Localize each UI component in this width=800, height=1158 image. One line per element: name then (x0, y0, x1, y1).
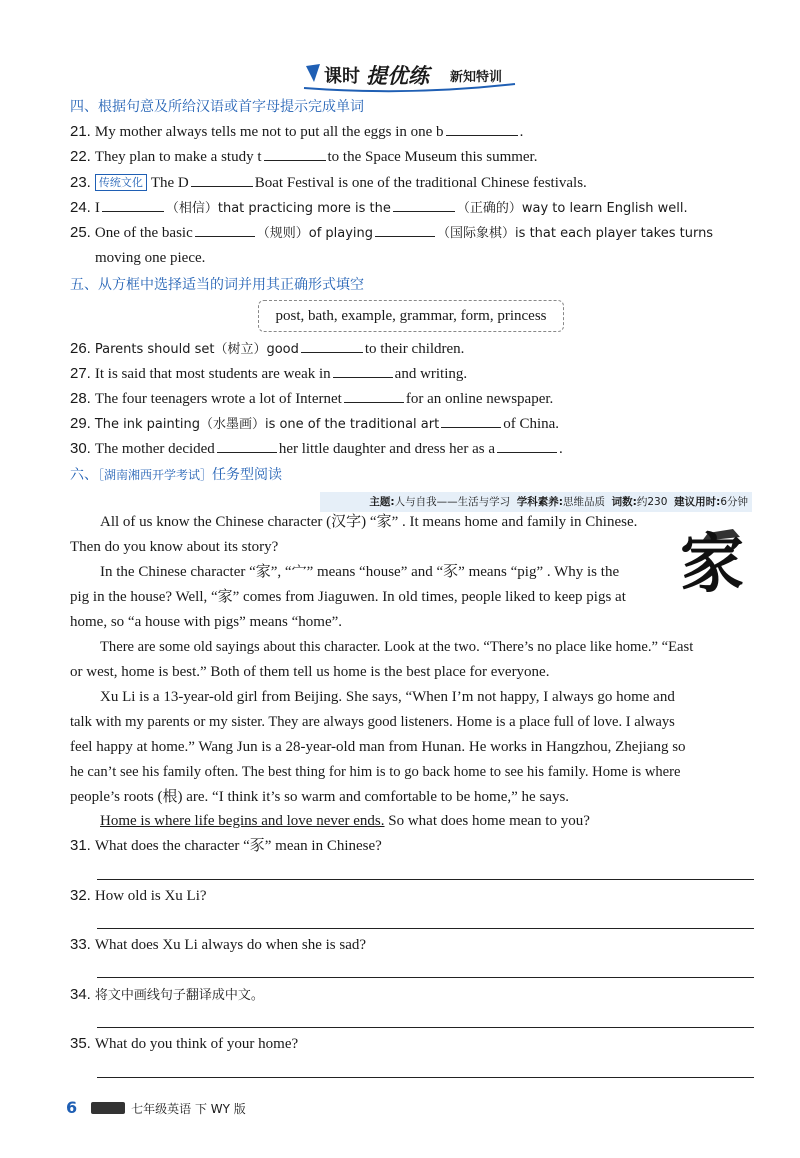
header-title-part2: 提优练 (366, 64, 429, 88)
answer-line-34[interactable] (97, 1026, 754, 1028)
answer-blank[interactable] (344, 388, 404, 403)
underlined-sentence: Home is where life begins and love never ends. (100, 813, 385, 829)
answer-blank[interactable] (301, 338, 363, 353)
question-26: 26. Parents should set（树立）good to their children. (70, 340, 465, 357)
page-footer (66, 1098, 246, 1117)
book-logo-icon (91, 1102, 125, 1114)
reading-meta: 主题:人与自我——生活与学习 学科素养:思维品质 词数:约230 建议用时:6分钟 (320, 492, 752, 512)
page-number: 6 (66, 1098, 78, 1117)
answer-blank[interactable] (393, 197, 455, 212)
question-30: 30. The mother decided her little daughter and dress her as a . (70, 440, 563, 457)
passage-p1-line2: Then do you know about its story? (70, 539, 279, 555)
passage-p2-line3: home, so “a house with pigs” means “home”. (70, 614, 343, 630)
passage-p2-line2: pig in the house? Well, “家” comes from Jiaguwen. In old times, people liked to keep pigs at (70, 589, 626, 605)
passage-p4-line2: talk with my parents or my sister. They are always good listeners. Home is a place full of love. I always (70, 714, 675, 730)
question-33: 33. What does Xu Li always do when she is sad? (70, 936, 367, 953)
answer-line-33[interactable] (97, 976, 754, 978)
answer-blank[interactable] (333, 363, 393, 378)
answer-blank[interactable] (191, 172, 253, 187)
question-25: 25. One of the basic （规则）of playing （国际象棋）is that each player takes turns (70, 224, 714, 241)
question-35: 35. What do you think of your home? (70, 1035, 299, 1052)
answer-blank[interactable] (195, 222, 255, 237)
traditional-culture-tag: 传统文化 (95, 174, 147, 191)
question-34: 34. 将文中画线句子翻译成中文。 (70, 986, 264, 1003)
question-29: 29. The ink painting（水墨画）is one of the traditional art of China. (70, 415, 560, 432)
section6-heading: 六、［湖南湘西开学考试］任务型阅读 (70, 467, 283, 483)
question-24: 24. I （相信）that practicing more is the （正确的）way to learn English well. (70, 199, 688, 216)
question-21: 21. My mother always tells me not to put all the eggs in one b . (70, 123, 524, 140)
book-title: 七年级英语 下 WY 版 (131, 1102, 246, 1116)
question-32: 32. How old is Xu Li? (70, 887, 207, 904)
passage-p2-line1: In the Chinese character “家”, “宀” means “house” and “豕” means “pig” . Why is the (100, 564, 620, 580)
passage-p3-line1: There are some old sayings about this character. Look at the two. “There’s no place like home.” “East (100, 639, 694, 655)
section5-heading: 五、从方框中选择适当的词并用其正确形式填空 (70, 277, 364, 293)
answer-blank[interactable] (102, 197, 164, 212)
question-25-cont: moving one piece. (95, 250, 206, 266)
big-jia-character: 家 (680, 528, 744, 602)
answer-line-32[interactable] (97, 927, 754, 929)
question-27: 27. It is said that most students are weak in and writing. (70, 365, 468, 382)
question-22: 22. They plan to make a study t to the Space Museum this summer. (70, 148, 538, 165)
answer-line-35[interactable] (97, 1076, 754, 1078)
question-28: 28. The four teenagers wrote a lot of Internet for an online newspaper. (70, 390, 554, 407)
passage-p5: Home is where life begins and love never ends. So what does home mean to you? (100, 813, 590, 829)
passage-p3-line2: or west, home is best.” Both of them tell us home is the best place for everyone. (70, 664, 550, 680)
passage-p1-line1: All of us know the Chinese character (汉字) “家” . It means home and family in Chinese. (100, 514, 638, 530)
header-title-part1: 课时 (324, 66, 360, 87)
character-illustration (678, 525, 758, 605)
passage-p4-line5: people’s roots (根) are. “I think it’s so warm and comfortable to be home,” he says. (70, 789, 570, 805)
question-31: 31. What does the character “豕” mean in Chinese? (70, 837, 382, 854)
word-box: post, bath, example, grammar, form, princess (258, 300, 564, 332)
passage-p4-line4: he can’t see his family often. The best thing for him is to go back home to see his family. Home is where (70, 764, 681, 780)
answer-line-31[interactable] (97, 878, 754, 880)
pen-icon (306, 64, 320, 82)
answer-blank[interactable] (446, 121, 518, 136)
answer-blank[interactable] (264, 146, 326, 161)
answer-blank[interactable] (375, 222, 435, 237)
answer-blank[interactable] (441, 413, 501, 428)
answer-blank[interactable] (497, 438, 557, 453)
page-header (300, 60, 530, 94)
question-23: 23. 传统文化 The D Boat Festival is one of the traditional Chinese festivals. (70, 174, 587, 191)
section4-heading: 四、根据句意及所给汉语或首字母提示完成单词 (70, 99, 364, 115)
answer-blank[interactable] (217, 438, 277, 453)
header-subtitle: 新知特训 (450, 70, 503, 85)
passage-p4-line3: feel happy at home.” Wang Jun is a 28-year-old man from Hunan. He works in Hangzhou, Zhejiang so (70, 739, 686, 755)
passage-p4-line1: Xu Li is a 13-year-old girl from Beijing. She says, “When I’m not happy, I always go home and (100, 689, 675, 705)
